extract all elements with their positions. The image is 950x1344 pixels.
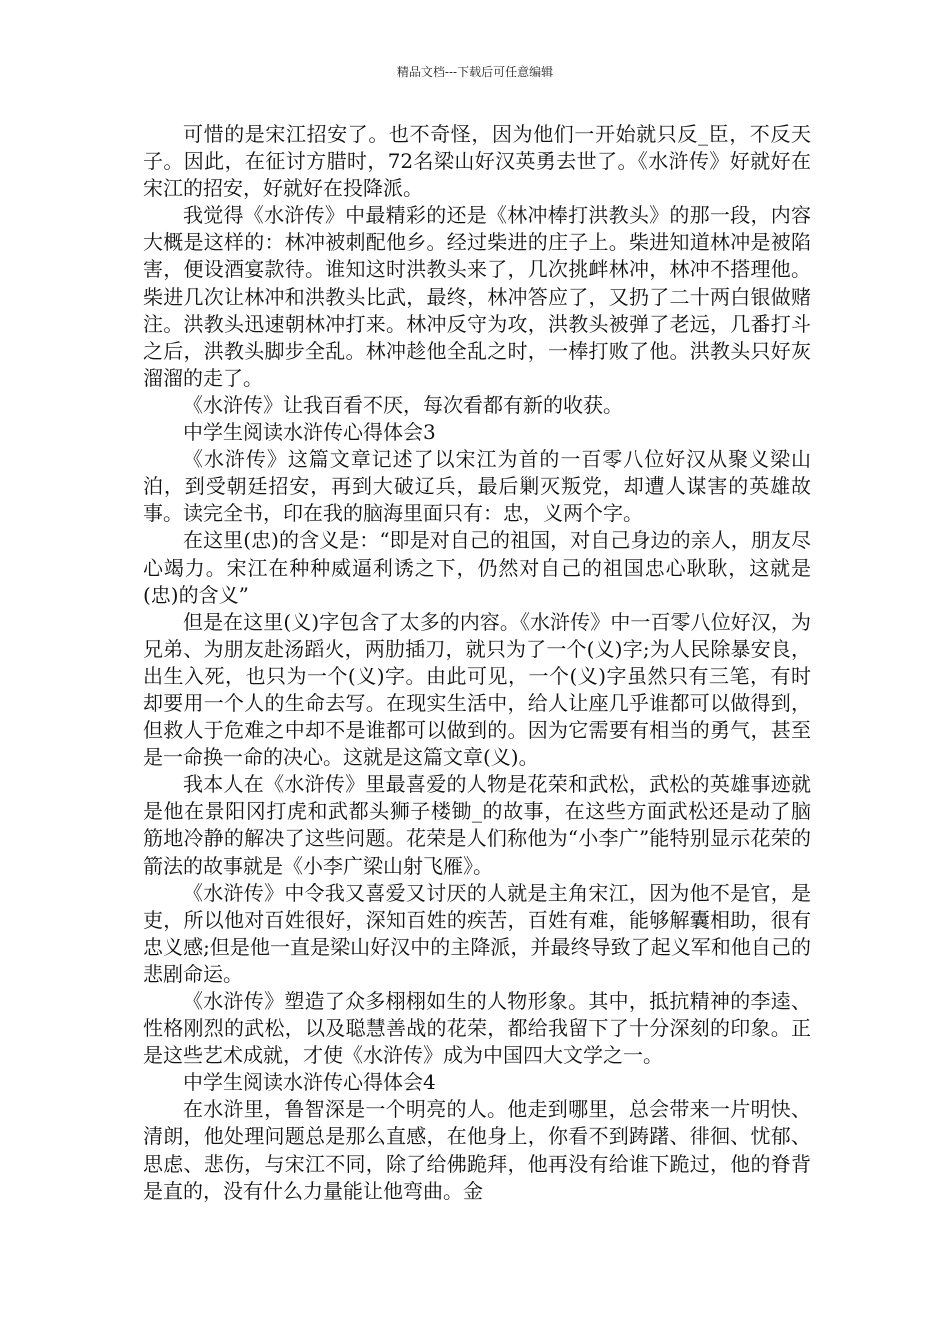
paragraph: 《水浒传》这篇文章记述了以宋江为首的一百零八位好汉从聚义梁山泊，到受朝廷招安，再到大破辽兵，最后剿灭叛党，却遭人谋害的英雄故事。读完全书，印在我的脑海里面只有：忠，义两个字。: [143, 447, 811, 526]
page-header: 精品文档---下载后可任意编辑: [396, 65, 554, 79]
section-heading: 中学生阅读水浒传心得体会3: [183, 420, 436, 445]
paragraph: 《水浒传》中令我又喜爱又讨厌的人就是主角宋江，因为他不是官，是吏，所以他对百姓很好，深知百姓的疾苦，百姓有难，能够解囊相助，很有忠义感;但是他一直是梁山好汉中的主降派，并最终导致了起义军和他自己的悲剧命运。: [143, 880, 811, 986]
document-body: [143, 121, 811, 1205]
paragraph: 《水浒传》塑造了众多栩栩如生的人物形象。其中，抵抗精神的李逵、性格刚烈的武松，以及聪慧善战的花荣，都给我留下了十分深刻的印象。正是这些艺术成就，才使《水浒传》成为中国四大文学之一。: [143, 989, 811, 1068]
section-heading: 中学生阅读水浒传心得体会4: [183, 1070, 436, 1095]
paragraph: 我本人在《水浒传》里最喜爱的人物是花荣和武松，武松的英雄事迹就是他在景阳冈打虎和武都头狮子楼锄_的故事，在这些方面武松还是动了脑筋地冷静的解决了这些问题。花荣是人们称他为“小李广”能特别显示花荣的箭法的故事就是《小李广梁山射飞雁》。: [143, 772, 811, 878]
paragraph: 在水浒里，鲁智深是一个明亮的人。他走到哪里，总会带来一片明快、清朗，他处理问题总是那么直感，在他身上，你看不到踌躇、徘徊、忧郁、思虑、悲伤，与宋江不同，除了给佛跪拜，他再没有给谁下跪过，他的脊背是直的，没有什么力量能让他弯曲。金: [143, 1097, 811, 1203]
paragraph: 但是在这里(义)字包含了太多的内容。《水浒传》中一百零八位好汉，为兄弟、为朋友赴汤蹈火，两肋插刀，就只为了一个(义)字;为人民除暴安良，出生入死，也只为一个(义)字。由此可见，一个(义)字虽然只有三笔，有时却要用一个人的生命去写。在现实生活中，给人让座几乎谁都可以做得到，但救人于危难之中却不是谁都可以做到的。因为它需要有相当的勇气，甚至是一命换一命的决心。这就是这篇文章(义)。: [143, 609, 811, 770]
paragraph: 我觉得《水浒传》中最精彩的还是《林冲棒打洪教头》的那一段，内容大概是这样的：林冲被刺配他乡。经过柴进的庄子上。柴进知道林冲是被陷害，便设酒宴款待。谁知这时洪教头来了，几次挑衅林冲，林冲不搭理他。柴进几次让林冲和洪教头比武，最终，林冲答应了，又扔了二十两白银做赌注。洪教头迅速朝林冲打来。林冲反守为攻，洪教头被弹了老远，几番打斗之后，洪教头脚步全乱。林冲趁他全乱之时，一棒打败了他。洪教头只好灰溜溜的走了。: [143, 203, 811, 390]
paragraph: 可惜的是宋江招安了。也不奇怪，因为他们一开始就只反_臣，不反天子。因此，在征讨方腊时，72名梁山好汉英勇去世了。《水浒传》好就好在宋江的招安，好就好在投降派。: [143, 122, 811, 201]
paragraph: 《水浒传》让我百看不厌，每次看都有新的收获。: [183, 392, 623, 417]
paragraph: 在这里(忠)的含义是：“即是对自己的祖国，对自己身边的亲人，朋友尽心竭力。宋江在种种威逼利诱之下，仍然对自己的祖国忠心耿耿，这就是(忠)的含义”: [143, 528, 811, 607]
